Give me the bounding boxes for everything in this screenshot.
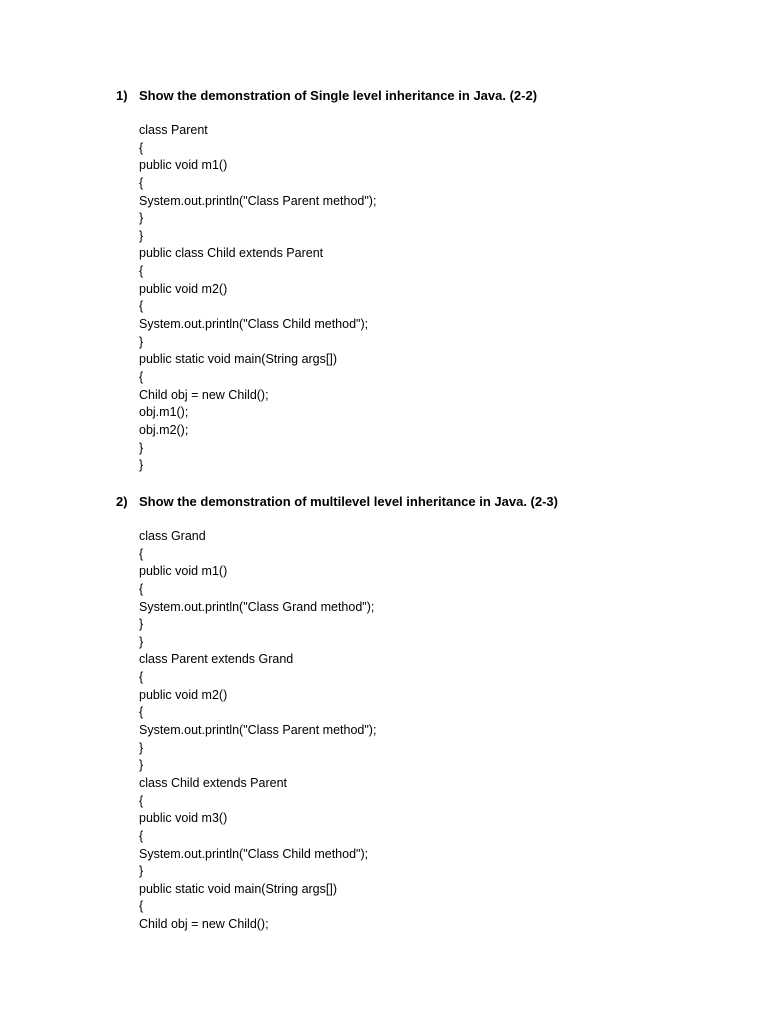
question-heading [0,492,768,512]
code-line: public void m2() [139,687,228,702]
code-line: } [139,458,144,473]
code-line: obj.m1(); [139,405,189,420]
code-line: class Grand [139,529,206,543]
question-title: Show the demonstration of multilevel level inheritance in Java. (2-3) [139,494,558,509]
code-line: } [139,740,144,755]
question-number: 2) [116,494,128,509]
code-line: obj.m2(); [139,422,189,437]
question-title: Show the demonstration of Single level inheritance in Java. (2-2) [139,88,538,103]
code-line: public static void main(String args[]) [139,881,337,896]
code-line: { [139,175,144,190]
code-line [139,934,376,952]
question-1 [0,86,768,473]
code-line: public void m1() [139,564,228,579]
code-line: { [139,670,144,685]
code-line: Child obj = new Child(); [139,917,269,932]
code-line: public class Child extends Parent [139,246,324,261]
code-line: class Child extends Parent [139,775,287,790]
code-block [139,122,376,475]
code-line: } [139,334,144,349]
code-line: public static void main(String args[]) [139,352,337,367]
code-line: { [139,581,144,596]
code-line: System.out.println("Class Child method"); [139,846,369,861]
code-line: public void m3() [139,811,228,826]
code-line: class Parent [139,123,208,137]
code-line: } [139,634,144,649]
code-line: { [139,793,144,808]
code-line: } [139,211,144,226]
code-line: { [139,899,144,914]
code-line: System.out.println("Class Parent method"); [139,193,377,208]
code-line: public void m2() [139,281,228,296]
code-line: { [139,264,144,279]
code-line: System.out.println("Class Child method"); [139,317,369,332]
question-2 [0,492,768,932]
code-block [139,528,376,951]
code-line: } [139,864,144,879]
code-line: { [139,705,144,720]
code-line: Child obj = new Child(); [139,387,269,402]
code-line: } [139,758,144,773]
code-line: { [139,369,144,384]
code-line: { [139,546,144,561]
code-line: { [139,299,144,314]
code-line: public void m1() [139,158,228,173]
question-heading [0,86,768,106]
code-line: class Parent extends Grand [139,652,294,667]
code-line: System.out.println("Class Grand method"); [139,599,375,614]
code-line: } [139,228,144,243]
code-line: { [139,140,144,155]
code-line: { [139,828,144,843]
code-line: System.out.println("Class Parent method"); [139,723,377,738]
question-number: 1) [116,88,128,103]
code-line: } [139,440,144,455]
code-line: } [139,617,144,632]
